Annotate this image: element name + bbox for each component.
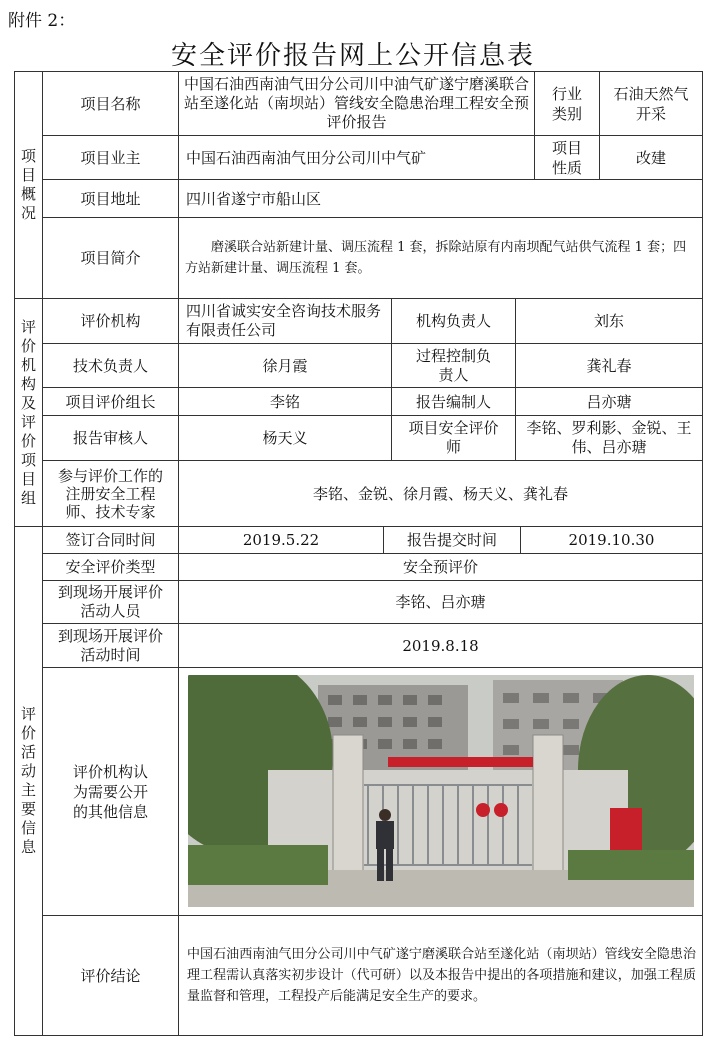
industry-value: 石油天然气开采: [599, 71, 703, 136]
person-leg-right: [386, 849, 393, 881]
red-signboard: [610, 808, 642, 852]
page-title: 安全评价报告网上公开信息表: [170, 41, 535, 71]
report-writer-label: 报告编制人: [391, 387, 516, 416]
onsite-time-label: 到现场开展评价活动时间: [42, 623, 179, 668]
station-banner: [388, 757, 533, 767]
project-name-label: 项目名称: [42, 71, 179, 136]
team-leader-label: 项目评价组长: [42, 387, 179, 416]
engineers-value: 李铭、金锐、徐月霞、杨天义、龚礼春: [178, 460, 703, 527]
gate-pillar-left: [333, 735, 363, 875]
industry-label: 行业类别: [534, 71, 600, 136]
gate-pillar-right: [533, 735, 563, 875]
process-control-value: 龚礼春: [515, 343, 703, 388]
process-control-label: 过程控制负责人: [391, 343, 516, 388]
other-info-label: 评价机构认为需要公开的其他信息: [42, 667, 179, 916]
tech-head-value: 徐月霞: [178, 343, 392, 388]
project-nature-value: 改建: [599, 135, 703, 180]
tech-head-label: 技术负责人: [42, 343, 179, 388]
contract-date-value: 2019.5.22: [178, 526, 384, 554]
section-activity-label: 评价活动主要信息: [21, 705, 37, 856]
org-value: 四川省诚实安全咨询技术服务有限责任公司: [178, 298, 392, 344]
project-owner-label: 项目业主: [42, 135, 179, 180]
team-leader-value: 李铭: [178, 387, 392, 416]
onsite-time-value: 2019.8.18: [178, 623, 703, 668]
person-body: [376, 821, 394, 849]
safety-assessor-label: 项目安全评价师: [391, 415, 516, 461]
section-team-label: 评价机构及评价项目组: [21, 317, 37, 507]
onsite-staff-label: 到现场开展评价活动人员: [42, 580, 179, 624]
project-brief-label: 项目简介: [42, 217, 179, 299]
bushes-left: [188, 845, 328, 885]
attachment-label: 附件 2：: [8, 11, 76, 31]
contract-date-label: 签订合同时间: [42, 526, 179, 554]
bushes-right: [568, 850, 694, 880]
project-address-label: 项目地址: [42, 179, 179, 218]
section-activity: [14, 526, 43, 1036]
site-photo-drawing: [188, 675, 694, 907]
eval-type-value: 安全预评价: [178, 553, 703, 581]
report-writer-value: 吕亦瑭: [515, 387, 703, 416]
submit-date-label: 报告提交时间: [383, 526, 521, 554]
project-nature-label: 项目性质: [534, 135, 600, 180]
conclusion-label: 评价结论: [42, 915, 179, 1036]
org-label: 评价机构: [42, 298, 179, 344]
section-overview-label: 项目概况: [21, 147, 37, 222]
report-reviewer-value: 杨天义: [178, 415, 392, 461]
site-photo: [188, 675, 694, 907]
org-head-label: 机构负责人: [391, 298, 516, 344]
safety-assessor-value: 李铭、罗利影、金锐、王伟、吕亦瑭: [515, 415, 703, 461]
eval-type-label: 安全评价类型: [42, 553, 179, 581]
warning-sign-2: [494, 803, 508, 817]
warning-sign: [476, 803, 490, 817]
person-leg-left: [377, 849, 384, 881]
conclusion-value: 中国石油西南油气田分公司川中气矿遂宁磨溪联合站至遂化站（南坝站）管线安全隐患治理工程需认真落实初步设计（代可研）以及本报告中提出的各项措施和建议，加强工程质量监督和管理，工程投产后能满足安全生产的要求。: [178, 915, 703, 1036]
onsite-staff-value: 李铭、吕亦瑭: [178, 580, 703, 624]
project-address-value: 四川省遂宁市船山区: [178, 179, 703, 218]
submit-date-value: 2019.10.30: [520, 526, 703, 554]
report-reviewer-label: 报告审核人: [42, 415, 179, 461]
engineers-label: 参与评价工作的注册安全工程师、技术专家: [42, 460, 179, 527]
project-brief-value: 磨溪联合站新建计量、调压流程 1 套，拆除站原有内南坝配气站供气流程 1 套；四方站新建计量、调压流程 1 套。: [178, 217, 703, 299]
section-overview: [14, 71, 43, 299]
project-name-value: 中国石油西南油气田分公司川中油气矿遂宁磨溪联合站至遂化站（南坝站）管线安全隐患治理工程安全预评价报告: [178, 71, 535, 136]
person-head: [379, 809, 391, 821]
project-owner-value: 中国石油西南油气田分公司川中气矿: [178, 135, 535, 180]
org-head-value: 刘东: [515, 298, 703, 344]
section-team: [14, 298, 43, 527]
